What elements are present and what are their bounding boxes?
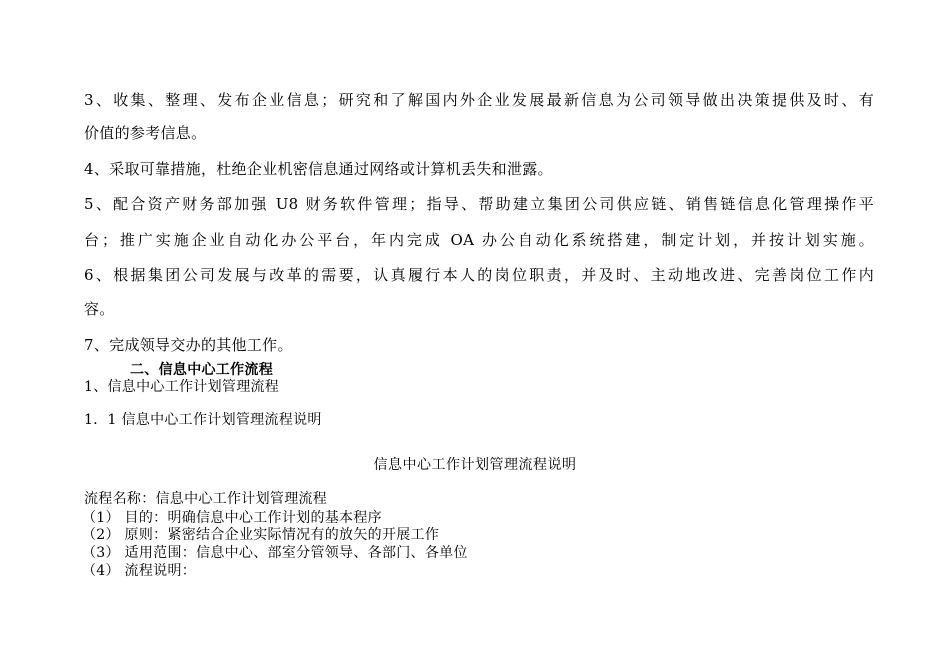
duty-3-line-1: 3、收集、整理、发布企业信息；研究和了解国内外企业发展最新信息为公司领导做出决策提供及时、有 <box>84 91 874 109</box>
subsection-1-heading: 1、信息中心工作计划管理流程 <box>84 379 280 395</box>
process-item-4: （4） 流程说明： <box>82 563 197 579</box>
process-description-title: 信息中心工作计划管理流程说明 <box>373 457 577 473</box>
duty-7-line-1: 7、完成领导交办的其他工作。 <box>84 336 293 354</box>
section-heading: 二、信息中心工作流程 <box>130 362 273 378</box>
duty-6-line-1: 6、根据集团公司发展与改革的需要，认真履行本人的岗位职责，并及时、主动地改进、完善岗位工作内 <box>84 266 874 284</box>
duty-4-line-1: 4、采取可靠措施，杜绝企业机密信息通过网络或计算机丢失和泄露。 <box>84 160 553 178</box>
subsection-1-1-heading: 1．1 信息中心工作计划管理流程说明 <box>84 412 322 428</box>
process-item-3: （3） 适用范围：信息中心、部室分管领导、各部门、各单位 <box>82 545 468 561</box>
duty-3-line-2: 价值的参考信息。 <box>84 124 207 142</box>
process-name: 流程名称：信息中心工作计划管理流程 <box>84 491 328 507</box>
duty-5-line-2: 台；推广实施企业自动化办公平台，年内完成 OA 办公自动化系统搭建，制定计划，并按计划实施。 <box>84 231 874 249</box>
duty-5-line-1: 5、配合资产财务部加强 U8 财务软件管理；指导、帮助建立集团公司供应链、销售链信息化管理操作平 <box>84 195 874 213</box>
process-item-2: （2） 原则：紧密结合企业实际情况有的放矢的开展工作 <box>82 527 440 543</box>
duty-6-line-2: 容。 <box>84 300 115 318</box>
process-item-1: （1） 目的：明确信息中心工作计划的基本程序 <box>82 510 382 526</box>
